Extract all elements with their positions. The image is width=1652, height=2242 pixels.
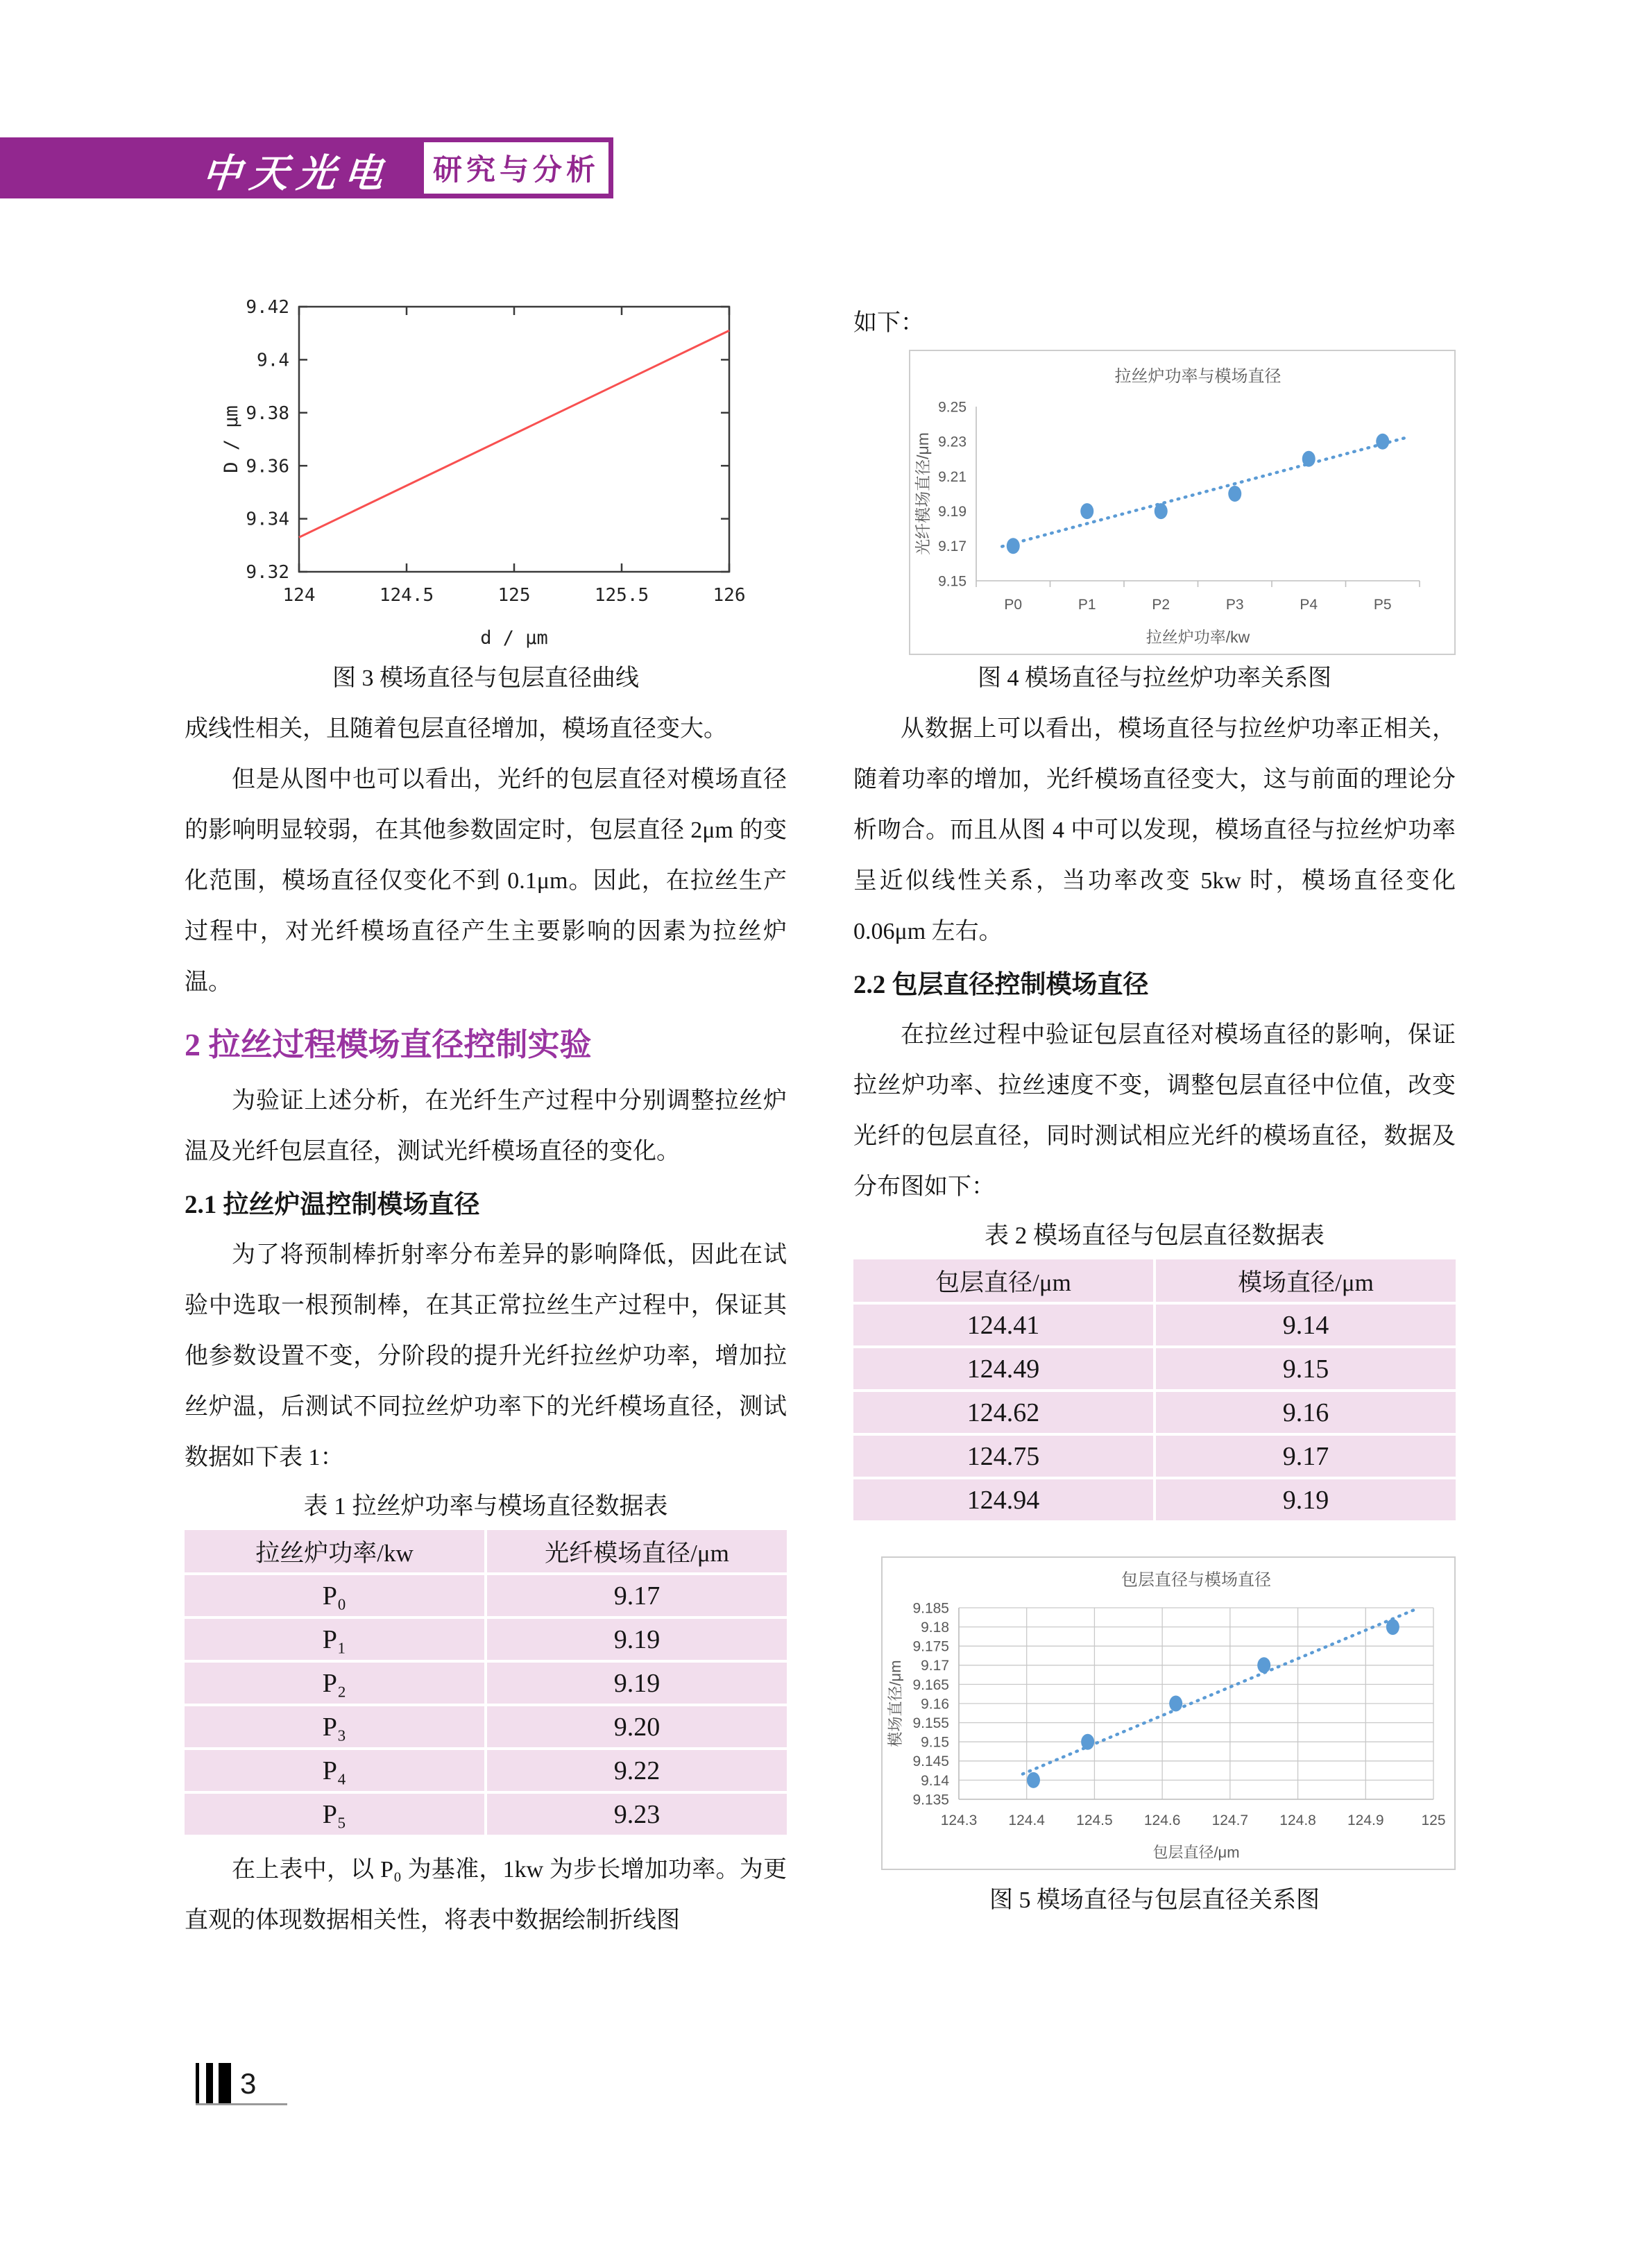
table-row	[185, 1661, 787, 1705]
svg-text:9.16: 9.16	[921, 1696, 949, 1713]
svg-text:124.6: 124.6	[1143, 1812, 1181, 1828]
svg-text:9.15: 9.15	[921, 1734, 949, 1751]
table-cell: 9.17	[1155, 1434, 1456, 1478]
svg-text:124.3: 124.3	[940, 1812, 978, 1828]
svg-text:P2: P2	[1152, 597, 1170, 613]
paragraph: 在上表中，以 P₀ 为基准，1kw 为步长增加功率。为更直观的体现数据相关性，将表中数据绘制折线图	[185, 1857, 787, 1933]
table-row	[853, 1391, 1456, 1434]
svg-text:光纤模场直径/μm: 光纤模场直径/μm	[914, 432, 932, 555]
svg-text:P5: P5	[1373, 597, 1392, 613]
svg-text:d / μm: d / μm	[480, 627, 548, 649]
svg-text:9.38: 9.38	[246, 402, 289, 424]
table2	[853, 1259, 1456, 1523]
table-cell: 9.19	[486, 1617, 787, 1661]
table2-caption: 表 2 模场直径与包层直径数据表	[984, 1222, 1325, 1249]
svg-text:125: 125	[497, 585, 531, 606]
svg-text:9.15: 9.15	[938, 573, 966, 590]
svg-text:9.185: 9.185	[912, 1600, 949, 1617]
fig4-svg	[910, 351, 1454, 654]
svg-text:P4: P4	[1300, 597, 1318, 613]
section-heading-2: 2 拉丝过程模场直径控制实验	[185, 1027, 592, 1062]
svg-text:D / μm: D / μm	[221, 405, 242, 473]
svg-text:125: 125	[1421, 1812, 1446, 1828]
paragraph: 如下：	[853, 310, 924, 336]
figure3-line-chart	[219, 294, 747, 655]
svg-text:125.5: 125.5	[594, 585, 649, 606]
table-cell: P₂	[185, 1661, 486, 1705]
table-header-cell: 包层直径/μm	[853, 1259, 1155, 1303]
table-row	[185, 1792, 787, 1836]
table-row	[853, 1303, 1456, 1347]
table-cell: 124.62	[853, 1391, 1155, 1434]
paragraph: 成线性相关，且随着包层直径增加，模场直径变大。	[185, 716, 727, 742]
svg-text:124.7: 124.7	[1211, 1812, 1249, 1828]
section-heading-2-1: 2.1 拉丝炉温控制模场直径	[185, 1191, 480, 1219]
table-row	[853, 1478, 1456, 1522]
svg-text:124.9: 124.9	[1347, 1812, 1384, 1828]
table-cell: P₀	[185, 1574, 486, 1617]
table-cell: 124.94	[853, 1478, 1155, 1522]
section-heading-2-2: 2.2 包层直径控制模场直径	[853, 971, 1149, 999]
svg-text:P1: P1	[1078, 597, 1096, 613]
svg-text:124.4: 124.4	[1008, 1812, 1045, 1828]
column-badge	[422, 140, 611, 196]
figure3-caption: 图 3 模场直径与包层直径曲线	[332, 665, 639, 691]
column-badge-label: 研究与分析	[432, 153, 599, 186]
brand-logo: 中天光电	[200, 153, 393, 196]
svg-text:9.19: 9.19	[938, 503, 966, 520]
page-number: 3	[240, 2067, 257, 2100]
table1-caption: 表 1 拉丝炉功率与模场直径数据表	[303, 1493, 668, 1520]
svg-text:P0: P0	[1004, 597, 1023, 613]
table-header-cell: 模场直径/μm	[1155, 1259, 1456, 1303]
table-cell: 9.19	[486, 1661, 787, 1705]
svg-text:9.21: 9.21	[938, 468, 966, 485]
svg-text:P3: P3	[1225, 597, 1244, 613]
svg-text:9.42: 9.42	[246, 297, 289, 319]
table-cell: 124.49	[853, 1347, 1155, 1391]
svg-text:9.32: 9.32	[246, 562, 289, 584]
table-header-cell: 光纤模场直径/μm	[486, 1530, 787, 1574]
paragraph: 但是从图中也可以看出，光纤的包层直径对模场直径的影响明显较弱，在其他参数固定时，包层直径 2μm 的变化范围，模场直径仅变化不到 0.1μm。因此，在拉丝生产过程中，对光纤模场直径产生主要影响的因素为拉丝炉温。	[185, 767, 787, 995]
right-column	[853, 301, 1456, 1926]
table-row	[185, 1749, 787, 1792]
figure5-scatter-chart	[881, 1556, 1456, 1870]
table-row	[185, 1574, 787, 1617]
table-cell: P₁	[185, 1617, 486, 1661]
header-bar	[0, 137, 613, 198]
table-cell: 9.20	[486, 1705, 787, 1749]
svg-text:9.175: 9.175	[912, 1638, 949, 1655]
svg-text:包层直径/μm: 包层直径/μm	[1152, 1844, 1240, 1861]
table-row	[853, 1434, 1456, 1478]
svg-text:9.18: 9.18	[921, 1619, 949, 1636]
svg-text:124.5: 124.5	[379, 585, 434, 606]
table-cell: 9.23	[486, 1792, 787, 1836]
svg-text:模场直径/μm: 模场直径/μm	[887, 1660, 904, 1747]
svg-text:9.34: 9.34	[246, 509, 289, 530]
svg-text:9.36: 9.36	[246, 456, 289, 477]
table-header-row	[853, 1259, 1456, 1303]
table-cell: 9.19	[1155, 1478, 1456, 1522]
table-cell: P₃	[185, 1705, 486, 1749]
fig5-svg	[883, 1558, 1454, 1869]
table-cell: P₅	[185, 1792, 486, 1836]
table-header-cell: 拉丝炉功率/kw	[185, 1530, 486, 1574]
table-cell: 9.22	[486, 1749, 787, 1792]
paragraph: 为了将预制棒折射率分布差异的影响降低，因此在试验中选取一根预制棒，在其正常拉丝生产过程中，保证其他参数设置不变，分阶段的提升光纤拉丝炉功率，增加拉丝炉温，后测试不同拉丝炉功率下的光纤模场直径，测试数据如下表 1：	[185, 1242, 787, 1470]
table-cell: 9.15	[1155, 1347, 1456, 1391]
svg-text:9.25: 9.25	[938, 399, 966, 416]
svg-text:9.23: 9.23	[938, 434, 966, 450]
table-header-row	[185, 1530, 787, 1574]
footer-bars-icon	[196, 2063, 199, 2103]
table-row	[185, 1617, 787, 1661]
table-cell: P₄	[185, 1749, 486, 1792]
left-column	[185, 294, 787, 1946]
table-row	[185, 1705, 787, 1749]
svg-text:124: 124	[282, 585, 316, 606]
paragraph: 为验证上述分析，在光纤生产过程中分别调整拉丝炉温及光纤包层直径，测试光纤模场直径的变化。	[185, 1088, 787, 1164]
table-cell: 124.75	[853, 1434, 1155, 1478]
figure4-caption: 图 4 模场直径与拉丝炉功率关系图	[978, 665, 1331, 691]
footer-bars-icon	[219, 2063, 231, 2103]
svg-text:9.135: 9.135	[912, 1792, 949, 1808]
table-cell: 124.41	[853, 1303, 1155, 1347]
paragraph: 在拉丝过程中验证包层直径对模场直径的影响，保证拉丝炉功率、拉丝速度不变，调整包层直径中位值，改变光纤的包层直径，同时测试相应光纤的模场直径，数据及分布图如下：	[853, 1022, 1456, 1200]
svg-text:9.145: 9.145	[912, 1753, 949, 1770]
svg-text:拉丝炉功率/kw: 拉丝炉功率/kw	[1146, 628, 1250, 646]
svg-text:126: 126	[713, 585, 746, 606]
svg-text:包层直径与模场直径: 包层直径与模场直径	[1121, 1570, 1271, 1590]
table-row	[853, 1347, 1456, 1391]
svg-text:9.155: 9.155	[912, 1715, 949, 1731]
svg-text:9.14: 9.14	[921, 1772, 949, 1789]
table-cell: 9.14	[1155, 1303, 1456, 1347]
svg-text:9.17: 9.17	[938, 538, 966, 555]
svg-text:拉丝炉功率与模场直径: 拉丝炉功率与模场直径	[1114, 367, 1281, 386]
svg-text:9.17: 9.17	[921, 1658, 949, 1674]
svg-text:124.5: 124.5	[1076, 1812, 1113, 1828]
footer-bars-icon	[206, 2063, 213, 2103]
figure4-scatter-chart	[909, 350, 1456, 655]
table-cell: 9.17	[486, 1574, 787, 1617]
svg-text:9.165: 9.165	[912, 1676, 949, 1693]
svg-text:9.4: 9.4	[257, 350, 289, 371]
svg-text:124.8: 124.8	[1279, 1812, 1316, 1828]
table-cell: 9.16	[1155, 1391, 1456, 1434]
figure5-caption: 图 5 模场直径与包层直径关系图	[989, 1887, 1320, 1913]
table1	[185, 1530, 787, 1837]
page-footer	[196, 2062, 287, 2105]
paragraph: 从数据上可以看出，模场直径与拉丝炉功率正相关，随着功率的增加，光纤模场直径变大，这与前面的理论分析吻合。而且从图 4 中可以发现，模场直径与拉丝炉功率呈近似线性关系，当功率改变 5kw 时，模场直径变化 0.06μm 左右。	[853, 716, 1456, 944]
fig3-svg	[219, 294, 747, 655]
